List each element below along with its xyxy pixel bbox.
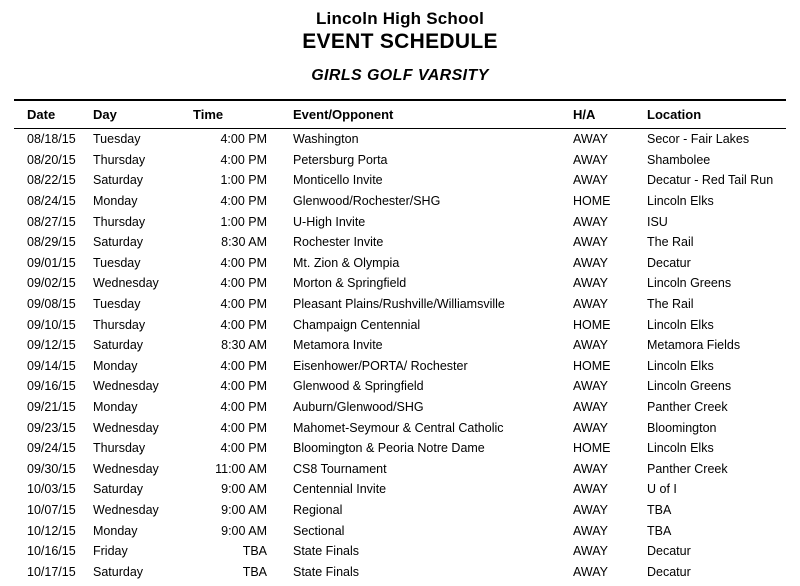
- cell-time: 4:00 PM: [220, 317, 267, 332]
- table-row: [14, 376, 786, 397]
- table-row: [14, 170, 786, 191]
- cell-ha: AWAY: [573, 297, 608, 312]
- cell-date: 10/17/15: [27, 564, 76, 579]
- column-header-ha: H/A: [573, 107, 596, 122]
- cell-day: Monday: [93, 523, 138, 538]
- cell-event: Morton & Springfield: [293, 276, 407, 291]
- cell-ha: AWAY: [573, 544, 608, 559]
- cell-time: 9:00 AM: [221, 482, 267, 497]
- cell-day: Tuesday: [93, 255, 141, 270]
- cell-day: Wednesday: [93, 420, 159, 435]
- cell-ha: AWAY: [573, 276, 608, 291]
- cell-time: 4:00 PM: [220, 194, 267, 209]
- table-row: [14, 150, 786, 171]
- cell-location: U of I: [647, 482, 677, 497]
- cell-event: Metamora Invite: [293, 338, 383, 353]
- cell-time: TBA: [242, 544, 267, 559]
- cell-date: 09/16/15: [27, 379, 76, 394]
- cell-time: 1:00 PM: [220, 173, 267, 188]
- cell-event: Monticello Invite: [293, 173, 383, 188]
- cell-location: TBA: [647, 502, 672, 517]
- cell-date: 09/14/15: [27, 358, 76, 373]
- cell-event: State Finals: [293, 544, 360, 559]
- cell-event: Glenwood/Rochester/SHG: [293, 194, 441, 209]
- cell-event: Auburn/Glenwood/SHG: [293, 400, 424, 415]
- table-row: [14, 397, 786, 418]
- cell-event: CS8 Tournament: [293, 461, 387, 476]
- cell-date: 09/02/15: [27, 276, 76, 291]
- cell-location: Decatur: [647, 544, 691, 559]
- cell-ha: AWAY: [573, 502, 608, 517]
- column-header-location: Location: [647, 107, 702, 122]
- cell-ha: AWAY: [573, 523, 608, 538]
- cell-day: Saturday: [93, 173, 144, 188]
- school-name: Lincoln High School: [315, 9, 485, 28]
- column-header-event: Event/Opponent: [293, 107, 394, 122]
- cell-date: 10/07/15: [27, 502, 76, 517]
- cell-time: 4:00 PM: [220, 297, 267, 312]
- cell-event: Petersburg Porta: [293, 152, 388, 167]
- cell-date: 09/23/15: [27, 420, 76, 435]
- cell-time: 9:00 AM: [221, 502, 267, 517]
- cell-event: Glenwood & Springfield: [293, 379, 424, 394]
- table-row: [14, 253, 786, 274]
- column-header-time: Time: [193, 107, 224, 122]
- cell-location: Lincoln Elks: [647, 317, 714, 332]
- cell-event: U-High Invite: [293, 214, 366, 229]
- cell-date: 09/21/15: [27, 400, 76, 415]
- cell-time: 4:00 PM: [220, 255, 267, 270]
- cell-time: 4:00 PM: [220, 441, 267, 456]
- cell-location: TBA: [647, 523, 672, 538]
- table-row: [14, 294, 786, 315]
- table-row: [14, 438, 786, 459]
- cell-day: Saturday: [93, 338, 144, 353]
- cell-day: Friday: [93, 544, 128, 559]
- table-row: [14, 500, 786, 521]
- cell-day: Thursday: [93, 317, 146, 332]
- cell-ha: AWAY: [573, 255, 608, 270]
- cell-day: Thursday: [93, 441, 146, 456]
- cell-ha: AWAY: [573, 482, 608, 497]
- cell-location: Decatur: [647, 564, 691, 579]
- table-row: [14, 335, 786, 356]
- cell-event: Pleasant Plains/Rushville/Williamsville: [293, 297, 505, 312]
- cell-date: 10/03/15: [27, 482, 76, 497]
- cell-day: Tuesday: [93, 297, 141, 312]
- cell-location: Lincoln Elks: [647, 194, 714, 209]
- cell-ha: HOME: [573, 194, 611, 209]
- cell-time: 4:00 PM: [220, 358, 267, 373]
- cell-day: Monday: [93, 358, 138, 373]
- cell-location: Bloomington: [647, 420, 717, 435]
- cell-date: 08/24/15: [27, 194, 76, 209]
- cell-location: Panther Creek: [647, 400, 728, 415]
- cell-ha: AWAY: [573, 379, 608, 394]
- cell-time: 4:00 PM: [220, 152, 267, 167]
- table-row: [14, 211, 786, 232]
- cell-ha: HOME: [573, 317, 611, 332]
- cell-event: Sectional: [293, 523, 345, 538]
- cell-ha: AWAY: [573, 235, 608, 250]
- cell-location: The Rail: [647, 235, 694, 250]
- cell-date: 08/18/15: [27, 132, 76, 147]
- table-row: [14, 129, 786, 150]
- cell-day: Saturday: [93, 482, 144, 497]
- cell-time: 9:00 AM: [221, 523, 267, 538]
- cell-day: Saturday: [93, 235, 144, 250]
- cell-date: 10/12/15: [27, 523, 76, 538]
- cell-date: 08/20/15: [27, 152, 76, 167]
- cell-ha: AWAY: [573, 132, 608, 147]
- cell-event: Mt. Zion & Olympia: [293, 255, 400, 270]
- cell-time: 8:30 AM: [221, 235, 267, 250]
- table-body: [14, 129, 786, 583]
- table-row: [14, 459, 786, 480]
- cell-event: Champaign Centennial: [293, 317, 421, 332]
- cell-time: 4:00 PM: [220, 132, 267, 147]
- document-subtitle: GIRLS GOLF VARSITY: [311, 67, 489, 84]
- column-header-date: Date: [27, 107, 56, 122]
- cell-ha: AWAY: [573, 461, 608, 476]
- cell-event: State Finals: [293, 564, 360, 579]
- cell-location: Lincoln Greens: [647, 276, 732, 291]
- cell-ha: AWAY: [573, 420, 608, 435]
- cell-location: ISU: [647, 214, 668, 229]
- cell-day: Monday: [93, 400, 138, 415]
- cell-ha: HOME: [573, 358, 611, 373]
- cell-event: Centennial Invite: [293, 482, 387, 497]
- cell-location: Panther Creek: [647, 461, 728, 476]
- table-row: [14, 417, 786, 438]
- cell-location: Metamora Fields: [647, 338, 741, 353]
- table-row: [14, 520, 786, 541]
- cell-day: Wednesday: [93, 276, 159, 291]
- cell-time: 1:00 PM: [220, 214, 267, 229]
- schedule-table: [14, 101, 786, 582]
- table-row: [14, 356, 786, 377]
- cell-time: TBA: [242, 564, 267, 579]
- cell-location: Lincoln Greens: [647, 379, 732, 394]
- cell-ha: AWAY: [573, 400, 608, 415]
- cell-event: Rochester Invite: [293, 235, 384, 250]
- cell-date: 09/08/15: [27, 297, 76, 312]
- cell-time: 4:00 PM: [220, 400, 267, 415]
- cell-day: Thursday: [93, 214, 146, 229]
- table-row: [14, 273, 786, 294]
- cell-location: Lincoln Elks: [647, 358, 714, 373]
- cell-location: Lincoln Elks: [647, 441, 714, 456]
- cell-time: 11:00 AM: [215, 461, 267, 476]
- cell-date: 09/10/15: [27, 317, 76, 332]
- cell-ha: HOME: [573, 441, 611, 456]
- document-header: [14, 0, 786, 91]
- cell-location: The Rail: [647, 297, 694, 312]
- table-row: [14, 541, 786, 562]
- cell-ha: AWAY: [573, 173, 608, 188]
- cell-location: Secor - Fair Lakes: [647, 132, 750, 147]
- cell-date: 09/24/15: [27, 441, 76, 456]
- cell-day: Saturday: [93, 564, 144, 579]
- cell-ha: AWAY: [573, 338, 608, 353]
- cell-date: 08/27/15: [27, 214, 76, 229]
- table-row: [14, 561, 786, 582]
- cell-location: Decatur: [647, 255, 691, 270]
- page-title: EVENT SCHEDULE: [302, 30, 498, 53]
- table-row: [14, 314, 786, 335]
- cell-event: Mahomet-Seymour & Central Catholic: [293, 420, 504, 435]
- cell-day: Wednesday: [93, 379, 159, 394]
- cell-day: Monday: [93, 194, 138, 209]
- cell-day: Wednesday: [93, 461, 159, 476]
- cell-ha: AWAY: [573, 214, 608, 229]
- cell-day: Wednesday: [93, 502, 159, 517]
- cell-event: Bloomington & Peoria Notre Dame: [293, 441, 485, 456]
- table-header: [14, 101, 786, 129]
- cell-time: 8:30 AM: [221, 338, 267, 353]
- cell-ha: AWAY: [573, 564, 608, 579]
- table-row: [14, 191, 786, 212]
- table-row: [14, 479, 786, 500]
- table-header-row: [14, 101, 786, 129]
- cell-time: 4:00 PM: [220, 276, 267, 291]
- cell-date: 09/01/15: [27, 255, 76, 270]
- cell-day: Tuesday: [93, 132, 141, 147]
- column-header-day: Day: [93, 107, 117, 122]
- cell-location: Shambolee: [647, 152, 711, 167]
- cell-date: 09/12/15: [27, 338, 76, 353]
- cell-date: 08/22/15: [27, 173, 76, 188]
- cell-ha: AWAY: [573, 152, 608, 167]
- cell-time: 4:00 PM: [220, 379, 267, 394]
- cell-date: 10/16/15: [27, 544, 76, 559]
- cell-date: 09/30/15: [27, 461, 76, 476]
- cell-time: 4:00 PM: [220, 420, 267, 435]
- cell-event: Washington: [293, 132, 359, 147]
- cell-date: 08/29/15: [27, 235, 76, 250]
- cell-location: Decatur - Red Tail Run: [647, 173, 774, 188]
- cell-day: Thursday: [93, 152, 146, 167]
- cell-event: Regional: [293, 502, 343, 517]
- table-row: [14, 232, 786, 253]
- cell-event: Eisenhower/PORTA/ Rochester: [293, 358, 468, 373]
